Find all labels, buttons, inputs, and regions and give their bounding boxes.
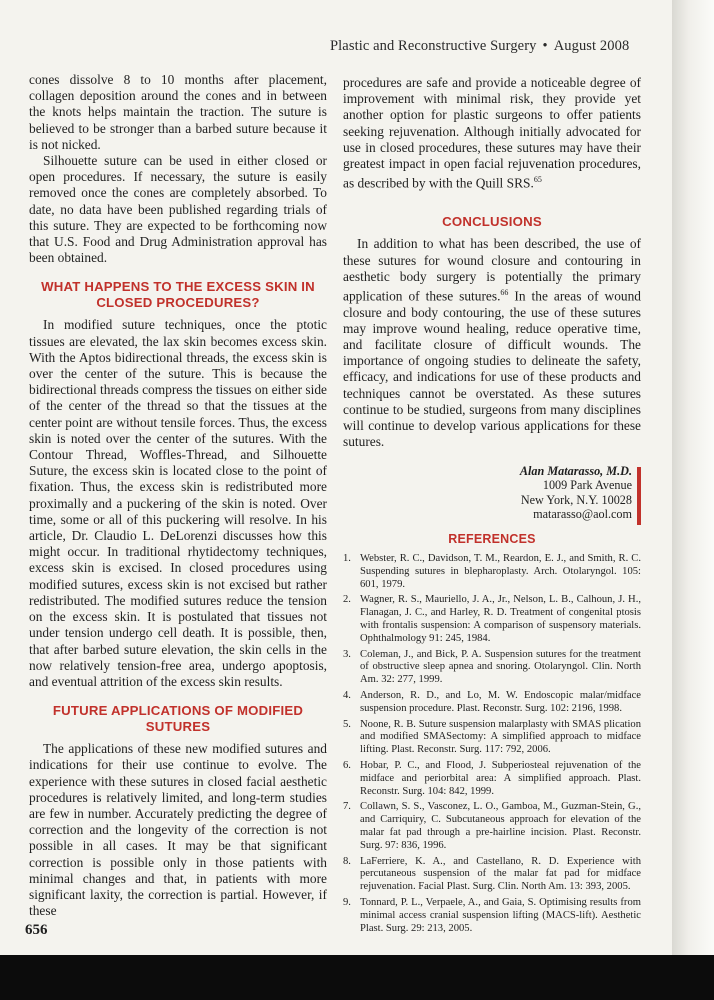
reference-text: Wagner, R. S., Mauriello, J. A., Jr., Nelson, L. B., Calhoun, J. H., Flanagan, J. C., and Harley, R. D. Treatment of congenital ptosis with frontalis suspension: A comparison of suspensory materials. Ophthalmology 91: 245, 1984. — [360, 594, 641, 644]
reference-text: LaFerriere, K. A., and Castellano, R. D. Experience with percutaneous suspension of the malar fat pad for midface rejuvenation. Facial Plast. Surg. Clin. North Am. 13: 393, 2005. — [360, 855, 641, 893]
reference-item — [343, 553, 641, 591]
left-column — [29, 72, 327, 919]
reference-number: 7. — [343, 801, 351, 813]
paragraph-text: procedures are safe and provide a noticeable degree of improvement with minimal risk, they provide yet another option for plastic surgeons to offer patients seeking rejuvenation. Although initially advocated for use in closed procedures, these sutures may have their greatest impact in open facial rejuvenation procedures, as described by with the Quill SRS. — [343, 75, 641, 191]
citation-superscript: 66 — [500, 288, 509, 297]
reference-number: 1. — [343, 553, 351, 564]
reference-item — [343, 897, 641, 935]
reference-text: Hobar, P. C., and Flood, J. Subperiosteal rejuvenation of the midface and periorbital area: A simplified approach. Plast. Reconstr. Surg. 104: 842, 1999. — [360, 759, 641, 797]
references-heading: REFERENCES — [448, 531, 536, 546]
reference-item — [343, 649, 641, 687]
paragraph: cones dissolve 8 to 10 months after placement, collagen deposition around the cones and in between the knots helps maintain the traction. The suture is believed to be stronger than a barbed suture because it is not nicked. — [29, 72, 327, 152]
reference-number: 9. — [343, 896, 351, 908]
reference-number: 3. — [343, 648, 351, 660]
page-edge — [672, 0, 714, 1000]
scan-border — [0, 955, 714, 1000]
citation-superscript: 65 — [533, 175, 542, 185]
reference-text: Webster, R. C., Davidson, T. M., Reardon, E. J., and Smith, R. C. Suspending sutures in blepharoplasty. Arch. Otolaryngol. 105: 601, 1979. — [360, 553, 641, 590]
reference-item — [343, 801, 641, 852]
reference-number: 2. — [343, 594, 351, 606]
reference-number: 4. — [343, 689, 351, 701]
address-line: 1009 Park Avenue — [542, 478, 632, 492]
reference-item — [343, 719, 641, 757]
reference-text: Noone, R. B. Suture suspension malarplasty with SMAS plication and modified SMASectomy: A simplified approach to midface lifting. Plast. Reconstr. Surg. 117: 792, 2006. — [360, 718, 641, 756]
paragraph-text: In addition to what has been described, the use of these sutures for wound closure and contouring in aesthetic body surgery is potentially the primary application of these sutures. — [343, 236, 641, 304]
reference-number: 5. — [343, 718, 351, 730]
paragraph — [343, 75, 641, 192]
paragraph: In modified suture techniques, once the ptotic tissues are elevated, the lax skin becomes excess skin. With the Aptos bidirectional threads, the excess skin is over the center of the suture. This is because the bidirectional threads compress the tissues on either side of the center of the thread so that the tissues at the center point are without tensile forces. Thus, the excess skin is noted over the center of the sutures. With the Contour Thread, Woffles-Thread, and Silhouette Suture, the excess skin is located close to the point of fixation. Thus, the excess skin is redistributed more proximally and a puckering of the skin is noted. Over time, some or all of this puckering will resolve. In his article, Dr. Claudio L. DeLorenzi discusses how this might occur. In traditional rhytidectomy techniques, excess skin is excised. In closed procedures using modified sutures, excess skin is not excised but rather redistributed. The modified sutures reduce the tension on the excess skin. It is postulated that tissues not under tension undergo cell death. It is possible, then, that after barbed suture elevation, the skin cells in the now relatively tension-free area, undergo apoptosis, and eventual attrition of the excess skin results. — [29, 317, 327, 689]
author-name: Alan Matarasso, M.D. — [519, 463, 632, 478]
reference-item — [343, 760, 641, 798]
address-line: New York, N.Y. 10028 — [520, 492, 632, 507]
section-heading: WHAT HAPPENS TO THE EXCESS SKIN IN CLOSED PROCEDURES? — [41, 279, 315, 310]
reference-number: 8. — [343, 855, 351, 867]
paragraph — [343, 236, 641, 450]
signature-accent-bar — [637, 467, 641, 525]
journal-title: Plastic and Reconstructive Surgery — [330, 38, 537, 54]
reference-item — [343, 690, 641, 716]
reference-item — [343, 856, 641, 894]
paragraph: The applications of these new modified sutures and indications for their use continue to evolve. The experience with these sutures in closed facial aesthetic procedures is relatively limited, and long-term studies are few in number. Accurately predicting the degree of correction and the longevity of the correction is not possible in all cases. It may be that significant correction is possible only in those patients with minimal changes and that, in patients with more significant laxity, the correction is partial. However, if these — [29, 741, 327, 919]
reference-text: Collawn, S. S., Vasconez, L. O., Gamboa, M., Guzman-Stein, G., and Carriquiry, C. Subcutaneous approach for elevation of the malar fat pad through a pre-hairline incision. Plast. Reconstr. Surg. 97: 836, 1996. — [360, 801, 641, 851]
reference-item — [343, 594, 641, 645]
author-email: matarasso@aol.com — [533, 507, 632, 521]
reference-text: Anderson, R. D., and Lo, M. W. Endoscopic malar/midface suspension procedure. Plast. Reconstr. Surg. 102: 2196, 1998. — [360, 689, 641, 714]
running-header — [330, 38, 629, 55]
section-heading: FUTURE APPLICATIONS OF MODIFIED SUTURES — [52, 703, 304, 734]
author-signature — [343, 464, 632, 522]
paragraph-text: In the areas of wound closure and body contouring, the use of these sutures may improve wound healing, reduce operative time, and facilitate closure of difficult wounds. The importance of ongoing studies to delineate the safety, efficacy, and indications for use of these products and techniques cannot be overstated. As these sutures continue to be studied, surgeons from many disciplines will continue to develop various applications for these sutures. — [343, 288, 641, 450]
reference-text: Tonnard, P. L., Verpaele, A., and Gaia, S. Optimising results from minimal access cranial suspension lifting (MACS-lift). Aesthetic Plast. Surg. 29: 213, 2005. — [360, 896, 641, 934]
reference-number: 6. — [343, 759, 351, 771]
paragraph: Silhouette suture can be used in either closed or open procedures. If necessary, the suture is easily removed once the cones are completely absorbed. To date, no data have been published regarding trials of this suture. They are expected to be forthcoming now that U.S. Food and Drug Administration approval has been obtained. — [29, 153, 327, 266]
header-bullet: • — [542, 38, 548, 54]
page-number: 656 — [25, 922, 48, 938]
reference-list — [343, 553, 641, 935]
right-column — [343, 75, 641, 938]
section-heading: CONCLUSIONS — [442, 213, 542, 229]
issue-date: August 2008 — [553, 38, 630, 54]
reference-text: Coleman, J., and Bick, P. A. Suspension sutures for the treatment of obstructive sleep apnea and snoring. Otolaryngol. Clin. North Am. 32: 277, 1999. — [360, 648, 641, 686]
